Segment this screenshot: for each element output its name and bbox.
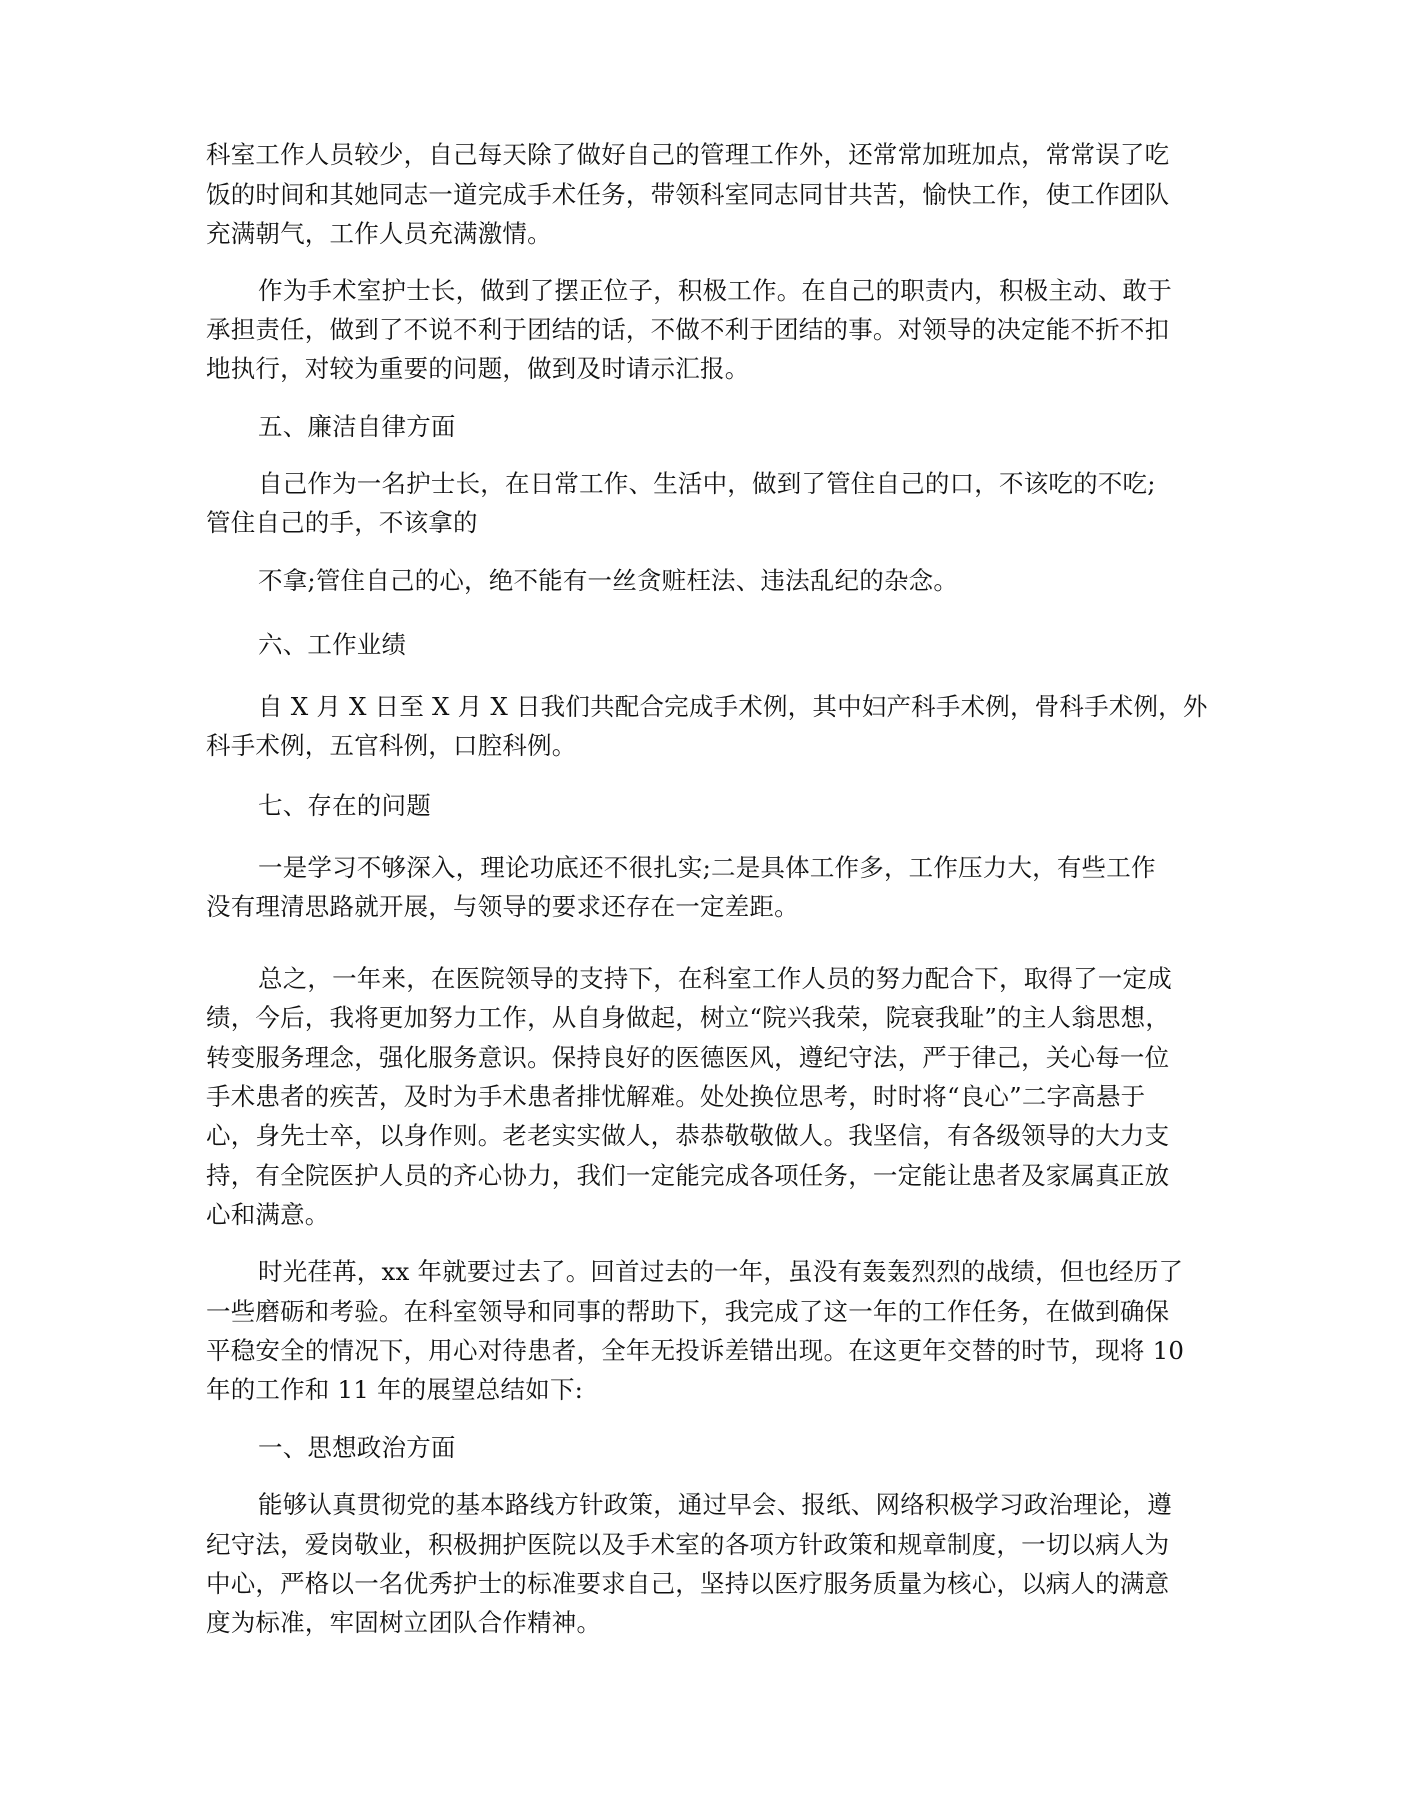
text-line: 总之，一年来，在医院领导的支持下，在科室工作人员的努力配合下，取得了一定成 (258, 964, 1172, 993)
text-line: 年的工作和 11 年的展望总结如下: (206, 1375, 584, 1404)
text-line: 能够认真贯彻党的基本路线方针政策，通过早会、报纸、网络积极学习政治理论，遵 (258, 1490, 1172, 1519)
text-line: 承担责任，做到了不说不利于团结的话，不做不利于团结的事。对领导的决定能不折不扣 (206, 315, 1170, 344)
text-line: 持，有全院医护人员的齐心协力，我们一定能完成各项任务，一定能让患者及家属真正放 (206, 1161, 1170, 1190)
text-line: 不拿;管住自己的心，绝不能有一丝贪赃枉法、违法乱纪的杂念。 (258, 566, 959, 595)
text-line: 地执行，对较为重要的问题，做到及时请示汇报。 (206, 354, 750, 383)
text-line: 心，身先士卒，以身作则。老老实实做人，恭恭敬敬做人。我坚信，有各级领导的大力支 (206, 1121, 1170, 1150)
text-line: 一些磨砺和考验。在科室领导和同事的帮助下，我完成了这一年的工作任务，在做到确保 (206, 1297, 1170, 1326)
text-line: 心和满意。 (206, 1200, 330, 1229)
text-line: 一是学习不够深入，理论功底还不很扎实;二是具体工作多，工作压力大，有些工作 (258, 853, 1156, 882)
text-line: 没有理清思路就开展，与领导的要求还存在一定差距。 (206, 892, 799, 921)
text-line: 度为标准，牢固树立团队合作精神。 (206, 1608, 602, 1637)
text-line: 绩，今后，我将更加努力工作，从自身做起，树立“院兴我荣，院衰我耻”的主人翁思想， (206, 1003, 1171, 1032)
text-line: 纪守法，爱岗敬业，积极拥护医院以及手术室的各项方针政策和规章制度，一切以病人为 (206, 1530, 1170, 1559)
text-line: 自 X 月 X 日至 X 月 X 日我们共配合完成手术例，其中妇产科手术例，骨科手术例，外 (258, 692, 1208, 721)
text-line: 科手术例，五官科例，口腔科例。 (206, 731, 577, 760)
text-line: 充满朝气，工作人员充满激情。 (206, 219, 552, 248)
text-line: 科室工作人员较少，自己每天除了做好自己的管理工作外，还常常加班加点，常常误了吃 (206, 140, 1170, 169)
text-line: 中心，严格以一名优秀护士的标准要求自己，坚持以医疗服务质量为核心，以病人的满意 (206, 1569, 1170, 1598)
section-heading: 一、思想政治方面 (258, 1433, 456, 1462)
text-line: 饭的时间和其她同志一道完成手术任务，带领科室同志同甘共苦，愉快工作，使工作团队 (206, 180, 1170, 209)
section-heading: 六、工作业绩 (258, 630, 407, 659)
text-line: 转变服务理念，强化服务意识。保持良好的医德医风，遵纪守法，严于律己，关心每一位 (206, 1043, 1170, 1072)
section-heading: 七、存在的问题 (258, 791, 431, 820)
section-heading: 五、廉洁自律方面 (258, 412, 456, 441)
text-line: 手术患者的疾苦，及时为手术患者排忧解难。处处换位思考，时时将“良心”二字高悬于 (206, 1082, 1146, 1111)
text-line: 自己作为一名护士长，在日常工作、生活中，做到了管住自己的口，不该吃的不吃; (258, 469, 1156, 498)
text-line: 作为手术室护士长，做到了摆正位子，积极工作。在自己的职责内，积极主动、敢于 (258, 276, 1172, 305)
text-line: 管住自己的手，不该拿的 (206, 508, 478, 537)
text-line: 时光荏苒，xx 年就要过去了。回首过去的一年，虽没有轰轰烈烈的战绩，但也经历了 (258, 1257, 1184, 1286)
text-line: 平稳安全的情况下，用心对待患者，全年无投诉差错出现。在这更年交替的时节，现将 10 (206, 1336, 1185, 1365)
